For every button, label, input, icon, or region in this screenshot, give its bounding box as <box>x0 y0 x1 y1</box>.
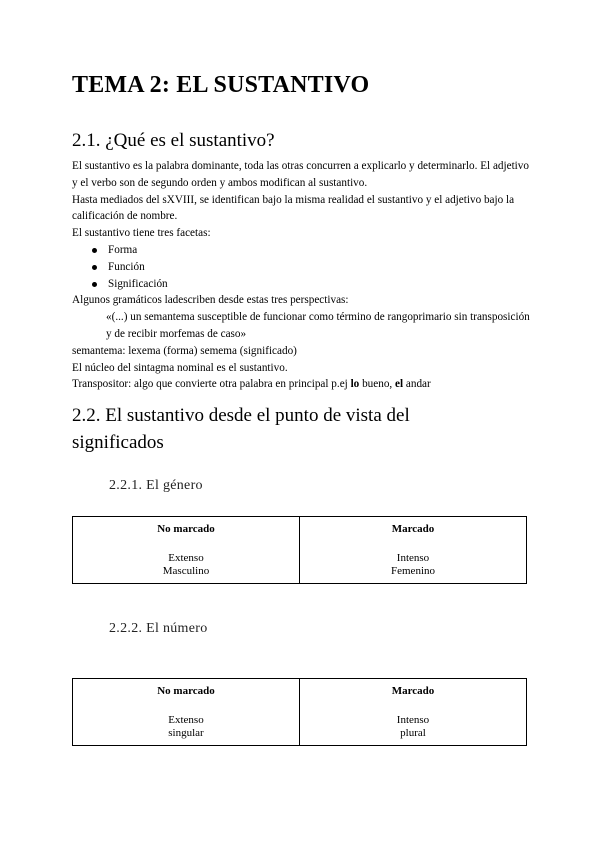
facets-list <box>72 242 532 292</box>
list-item: Forma <box>72 242 532 259</box>
document-title: TEMA 2: EL SUSTANTIVO <box>72 72 370 98</box>
subsection-heading-2-2-2: 2.2.2. El número <box>109 621 208 636</box>
section-heading-2-2: 2.2. El sustantivo desde el punto de vista del significados <box>72 405 410 453</box>
text-run: bueno, <box>359 378 396 391</box>
paragraph: El sustantivo tiene tres facetas: <box>72 227 211 240</box>
cell-value: Intenso <box>396 552 430 564</box>
table-row <box>73 679 527 746</box>
text-run: Transpositor: algo que convierte otra palabra en principal p.ej <box>72 378 351 391</box>
gender-table <box>72 516 527 584</box>
cell-value: Intenso <box>396 714 430 726</box>
column-header: No marcado <box>157 523 215 535</box>
list-item: Significación <box>72 276 532 293</box>
paragraph: El núcleo del sintagma nominal es el sustantivo. <box>72 361 288 374</box>
text-run: andar <box>403 378 431 391</box>
column-header: No marcado <box>157 685 215 697</box>
column-header: Marcado <box>391 523 435 535</box>
paragraph: El sustantivo es la palabra dominante, toda las otras concurren a explicarlo y determinarlo. El adjetivo y el verbo son de segundo orden y ambos modifican al sustantivo. <box>72 160 529 189</box>
paragraph: Hasta mediados del sXVIII, se identifican bajo la misma realidad el sustantivo y el adjetivo bajo la calificación de nombre. <box>72 193 515 223</box>
table-cell <box>300 679 527 746</box>
number-table <box>72 678 527 746</box>
section-body-2-1 <box>72 158 532 393</box>
paragraph: semantema: lexema (forma) semema (significado) <box>72 344 297 357</box>
cell-value: Femenino <box>391 565 435 577</box>
cell-value: plural <box>400 727 426 739</box>
cell-value: Extenso <box>168 552 204 564</box>
subsection-heading-2-2-1: 2.2.1. El género <box>109 478 203 493</box>
quote: «(...) un semantema susceptible de funcionar como término de rangoprimario sin transposición y de recibir morfemas de caso» <box>106 311 530 340</box>
cell-value: Extenso <box>168 714 204 726</box>
list-item: Función <box>72 259 532 276</box>
section-heading-2-1: 2.1. ¿Qué es el sustantivo? <box>72 130 275 151</box>
bold-article: lo <box>350 378 360 391</box>
cell-value: singular <box>168 727 204 739</box>
bold-article: el <box>395 378 404 391</box>
paragraph: Algunos gramáticos ladescriben desde estas tres perspectivas: <box>72 294 349 307</box>
table-cell <box>73 517 300 584</box>
table-cell <box>73 679 300 746</box>
table-row <box>73 517 527 584</box>
column-header: Marcado <box>391 685 435 697</box>
transpositor-line <box>72 376 532 393</box>
table-cell <box>300 517 527 584</box>
cell-value: Masculino <box>162 565 210 577</box>
